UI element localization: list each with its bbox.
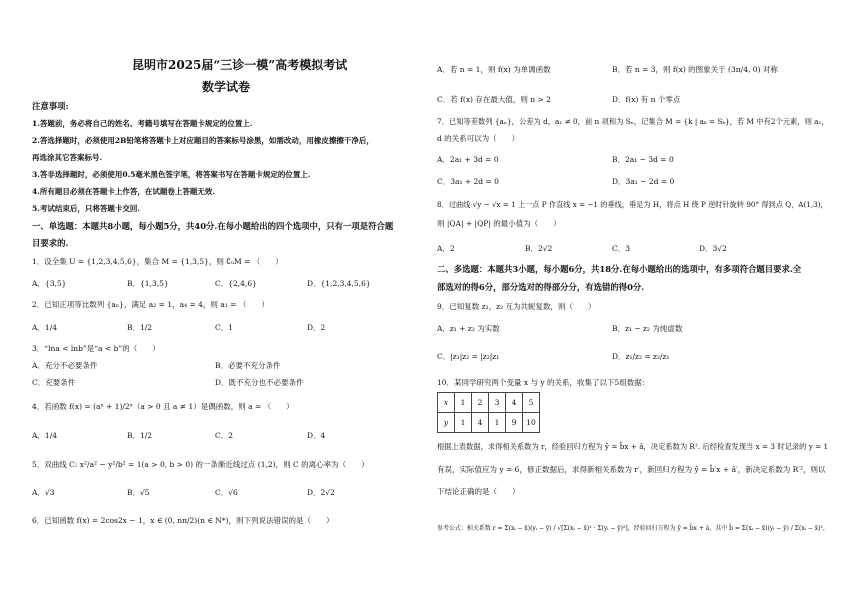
q2-option-a: A．1/4: [32, 323, 57, 332]
note-item: 4.所有题目必须在答题卡上作答，在试题卷上答题无效.: [32, 187, 215, 196]
table-cell: x: [438, 393, 455, 413]
q4-option-d: D．4: [307, 431, 326, 440]
q3-option-d: D．既不充分也不必要条件: [215, 378, 304, 387]
exam-title: 昆明市2025届“三诊一模”高考模拟考试: [132, 58, 348, 72]
q3-option-b: B．必要不充分条件: [215, 361, 281, 370]
table-cell: 2: [472, 393, 489, 413]
q7-option-b: B．2a₁ − 3d = 0: [612, 155, 674, 164]
question-7-stem-cont: d 的关系可以为（ ）: [437, 134, 520, 143]
table-row: [438, 413, 540, 433]
table-cell: 4: [472, 413, 489, 433]
q9-option-d: D．z₁/z₂ = z₂/z₁: [612, 352, 670, 361]
q2-option-c: C．1: [215, 323, 234, 332]
section2-heading: 二、多选题：本题共3小题，每小题6分，共18分.在每小题给出的选项中，有多项符合题目要求.全: [437, 264, 802, 274]
data-table: [437, 392, 540, 433]
note-item: 1.答题前，务必将自己的姓名、考籍号填写在答题卡规定的位置上.: [32, 119, 253, 128]
question-3-stem: 3．“lna < lnb”是“a < b”的（ ）: [32, 344, 160, 353]
q9-option-c: C．|z₁|z₂ = |z₂|z₁: [437, 352, 500, 361]
q8-option-a: A．2: [437, 244, 455, 253]
q5-option-d: D．2√2: [307, 488, 335, 497]
q9-option-a: A．z₁ + z₂ 为实数: [437, 324, 500, 333]
table-cell: y: [438, 413, 455, 433]
q7-option-d: D．3a₁ − 2d = 0: [612, 177, 675, 186]
note-item: 3.答非选择题时，必须使用0.5毫米黑色签字笔，将答案书写在答题卡规定的位置上.: [32, 170, 311, 179]
q6-option-a: A．若 n = 1，则 f(x) 为单调函数: [437, 65, 551, 74]
q6-option-d: D．f(x) 有 n 个零点: [612, 95, 681, 104]
question-1-stem: 1．设全集 U = {1,2,3,4,5,6}，集合 M = {1,3,5}，则 ∁ᵤM = （ ）: [32, 257, 283, 266]
q4-option-b: B．1/2: [127, 431, 153, 440]
table-cell: 4: [506, 393, 523, 413]
q6-option-b: B．若 n = 3，则 f(x) 的图象关于 (3π/4, 0) 对称: [612, 65, 778, 74]
q7-option-a: A．2a₁ + 3d = 0: [437, 155, 499, 164]
question-2-stem: 2．已知正项等比数列 {aₙ}，满足 a₂ = 1，a₄ = 4，则 a₁ = （ ）: [32, 300, 269, 309]
table-cell: 5: [523, 393, 540, 413]
table-cell: 1: [455, 413, 472, 433]
question-7-stem: 7．已知等差数列 {aₙ}，公差为 d，a₁ ≠ 0，前 n 项和为 Sₙ，记集合 M = {k | aₖ = Sₖ}，若 M 中有2个元素，则 a₁，: [437, 117, 829, 126]
question-9-stem: 9．已知复数 z₁，z₂ 互为共轭复数，则（ ）: [437, 302, 596, 311]
section1-heading-cont: 目要求的.: [32, 238, 69, 248]
q7-option-c: C．3a₁ + 2d = 0: [437, 177, 499, 186]
q8-option-b: B．2√2: [525, 244, 553, 253]
table-cell: 1: [455, 393, 472, 413]
q10-paragraph: 根据上表数据，求得相关系数为 r，经验回归方程为 ŷ = b̂x + â，决定系数为 R². 后经检查发现当 x = 3 时记录的 y = 1: [437, 442, 829, 451]
q1-option-b: B．{1,3,5}: [127, 279, 169, 288]
table-cell: 10: [523, 413, 540, 433]
q1-option-a: A．{3,5}: [32, 279, 67, 288]
question-6-stem: 6．已知函数 f(x) = 2cos2x − 1，x ∈ (0, nπ/2)(n ∈ N*)，则下列说法错误的是（ ）: [32, 516, 334, 525]
q5-option-a: A．√3: [32, 488, 55, 497]
question-8-stem: 8．过曲线 √y − √x = 1 上一点 P 作直线 x = −1 的垂线，垂足为 H，将点 H 绕 P 逆时针旋转 90° 得到点 Q，A(1,3)，: [437, 200, 828, 209]
q2-option-d: D．2: [307, 323, 326, 332]
q10-paragraph: 下结论正确的是（ ）: [437, 487, 520, 496]
question-4-stem: 4．若函数 f(x) = (aˣ + 1)/2ˣ（a > 0 且 a ≠ 1）是偶函数，则 a = （ ）: [32, 402, 294, 411]
question-5-stem: 5．双曲线 C: x²/a² − y²/b² = 1(a > 0, b > 0) 的一条渐近线过点 (1,2)，则 C 的离心率为（ ）: [32, 460, 369, 469]
notes-heading: 注意事项:: [32, 101, 69, 111]
note-item: 再选涂其它答案标号.: [32, 153, 103, 162]
section1-heading: 一、单选题：本题共8小题，每小题5分，共40分.在每小题给出的四个选项中，只有一项是符合题: [32, 221, 394, 231]
question-10-stem: 10．某同学研究两个变量 x 与 y 的关系，收集了以下5组数据：: [437, 378, 650, 387]
q10-reference-formula: 参考公式：相关系数 r = Σ(xᵢ − x̄)(yᵢ − ȳ) / √[Σ(xᵢ − x̄)² · Σ(yᵢ − ȳ)²]，经验回归方程为 ŷ = b̂x + â，其中 b̂ = Σ(xᵢ − x̄)(yᵢ − ȳ) / Σ(xᵢ − x̄)²，: [437, 525, 829, 532]
table-cell: 9: [506, 413, 523, 433]
q2-option-b: B．1/2: [127, 323, 153, 332]
note-item: 2.答选择题时，必须使用2B铅笔将答题卡上对应题目的答案标号涂黑，如需改动，用橡皮擦擦干净后，: [32, 136, 374, 145]
q8-option-d: D．3√2: [699, 244, 727, 253]
question-8-stem-cont: 则 |QA| + |QP| 的最小值为（ ）: [437, 219, 561, 228]
q6-option-c: C．若 f(x) 存在最大值，则 n > 2: [437, 95, 551, 104]
q3-option-c: C．充要条件: [32, 378, 76, 387]
q10-paragraph: 有误，实际值应为 y = 6，修正数据后，求得新相关系数为 r′，新回归方程为 ŷ = b̂′x + â′，新决定系数为 R′²，则以: [437, 465, 826, 474]
note-item: 5.考试结束后，只将答题卡交回.: [32, 204, 140, 213]
section2-heading-cont: 部选对的得6分，部分选对的得部分分，有选错的得0分.: [437, 282, 645, 292]
q3-option-a: A．充分不必要条件: [32, 361, 98, 370]
exam-subtitle: 数学试卷: [202, 80, 251, 94]
q9-option-b: B．z₁ − z₂ 为纯虚数: [612, 324, 683, 333]
q5-option-b: B．√5: [127, 488, 150, 497]
table-cell: 3: [489, 393, 506, 413]
q1-option-d: D．{1,2,3,4,5,6}: [307, 279, 371, 288]
q4-option-a: A．1/4: [32, 431, 57, 440]
q1-option-c: C．{2,4,6}: [215, 279, 257, 288]
q5-option-c: C．√6: [215, 488, 238, 497]
q8-option-c: C．3: [612, 244, 631, 253]
q4-option-c: C．2: [215, 431, 234, 440]
table-row: [438, 393, 540, 413]
table-cell: 1: [489, 413, 506, 433]
